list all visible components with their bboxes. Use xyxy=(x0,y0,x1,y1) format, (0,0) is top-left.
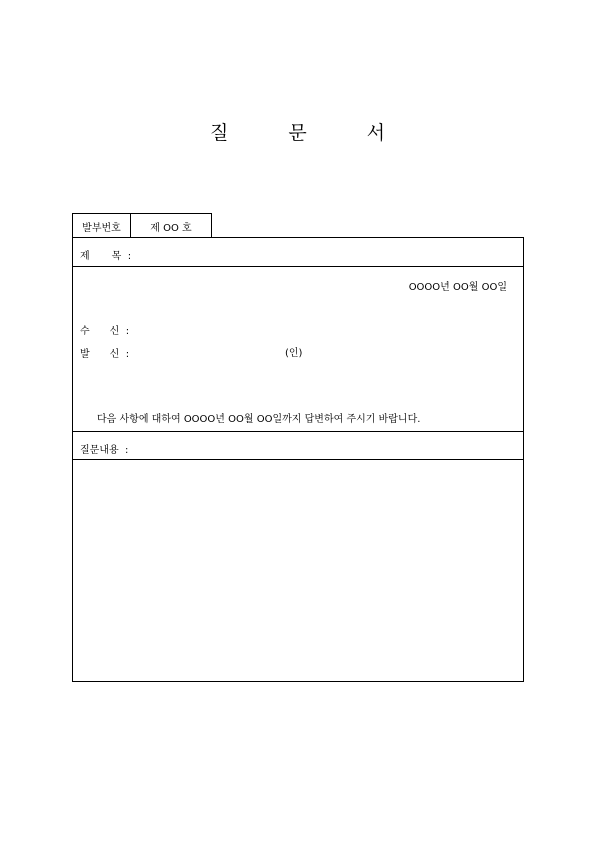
subject-label xyxy=(80,247,131,262)
content-label-row xyxy=(73,432,523,460)
recipient-label-a: 수 xyxy=(80,326,90,337)
request-text: 다음 사항에 대하여 OOOO년 OO월 OO일까지 답변하여 주시기 바랍니다. xyxy=(97,414,421,425)
title-char-3: 서 xyxy=(366,122,386,144)
form-box xyxy=(72,237,524,682)
subject-row[interactable] xyxy=(73,238,523,267)
doc-number-value[interactable]: 제 OO 호 xyxy=(150,222,192,234)
recipient-label-b: 신 xyxy=(109,326,120,337)
subject-label-a: 제 xyxy=(80,251,90,262)
page-title xyxy=(0,118,595,145)
title-char-1: 질 xyxy=(209,122,229,144)
content-label-text: 질문내용 xyxy=(80,445,119,456)
sender-label-a: 발 xyxy=(80,349,90,360)
sender-label-b: 신 xyxy=(109,349,120,360)
doc-number-label: 발부번호 xyxy=(73,214,131,238)
issue-date[interactable]: OOOO년 OO월 OO일 xyxy=(408,282,507,293)
content-area[interactable] xyxy=(73,460,523,681)
recipient-field[interactable] xyxy=(80,322,129,337)
recipient-colon: : xyxy=(125,326,130,337)
sender-field[interactable] xyxy=(80,345,129,360)
title-char-2: 문 xyxy=(288,122,307,144)
header-section xyxy=(73,267,523,432)
sender-colon: : xyxy=(125,349,130,360)
content-label xyxy=(80,441,128,456)
content-colon: : xyxy=(125,445,129,456)
seal-mark: (인) xyxy=(285,348,303,359)
subject-label-b: 목 xyxy=(111,251,122,262)
doc-number-box xyxy=(72,213,212,238)
subject-colon: : xyxy=(127,251,132,262)
